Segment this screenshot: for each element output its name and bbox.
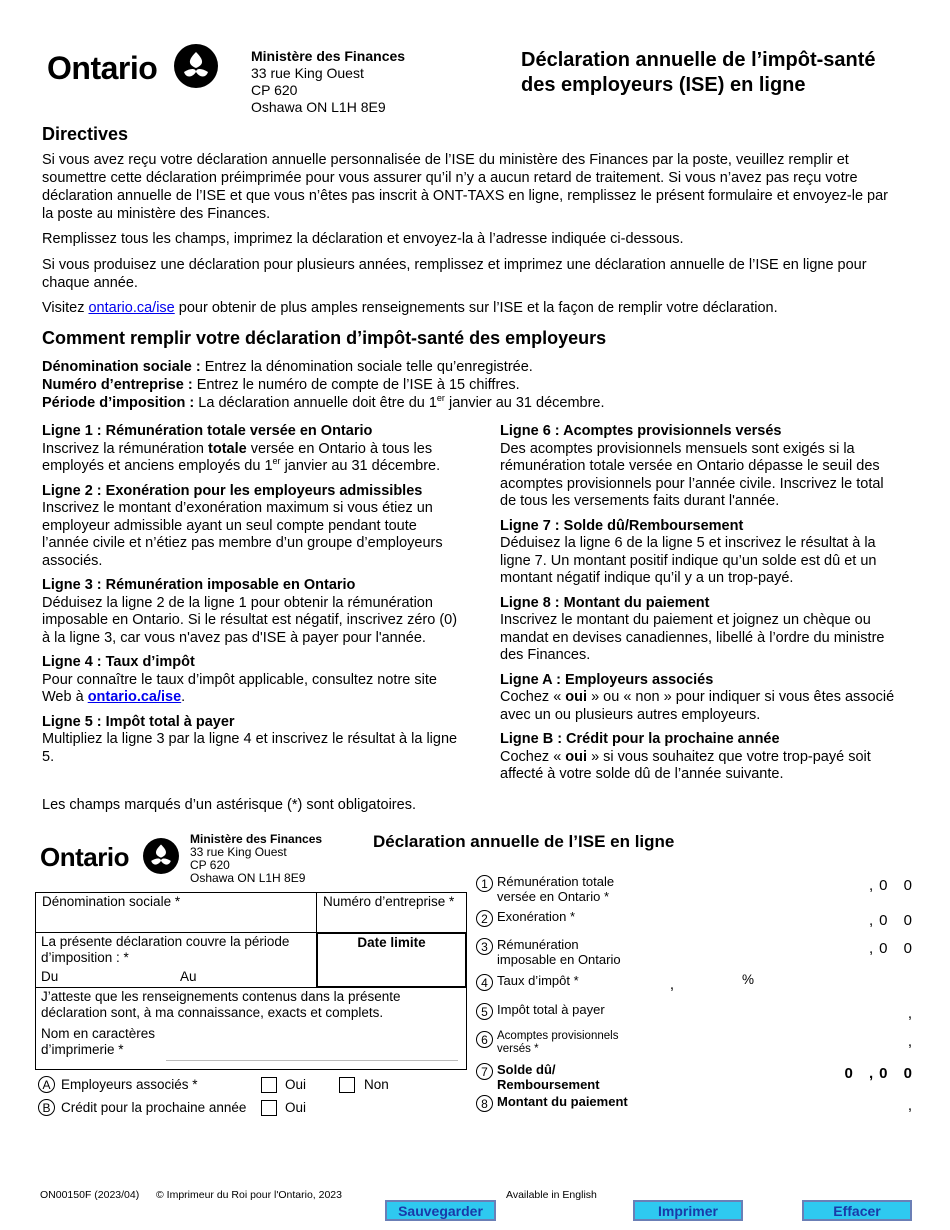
line-3-amount-field[interactable]: ,0 0 xyxy=(868,940,918,957)
line-4-amount-field[interactable]: , xyxy=(669,976,680,993)
text: Pour connaître le taux d’impôt applicable, consultez notre site Web à xyxy=(42,671,437,705)
superscript: er xyxy=(272,456,281,467)
howto-definitions xyxy=(42,358,902,412)
line-7-marker: 7 xyxy=(476,1063,493,1080)
text: . xyxy=(181,689,186,705)
business-number-field[interactable] xyxy=(316,892,467,933)
text: Cochez « xyxy=(500,689,566,705)
label: Numéro d’entreprise : xyxy=(42,377,193,393)
line-b-instruction xyxy=(500,731,900,784)
line-4-label: Taux d’impôt * xyxy=(497,973,579,988)
address-line-3: Oshawa ON L1H 8E9 xyxy=(190,871,306,885)
tax-rate-percent-sign: % xyxy=(742,972,755,987)
line-7-label: Solde dû/ Remboursement xyxy=(497,1062,600,1092)
page-title-line-1: Déclaration annuelle de l’impôt-santé xyxy=(521,49,876,71)
line-2-amount-field[interactable]: ,0 0 xyxy=(868,912,918,929)
label: Dénomination sociale * xyxy=(42,894,181,909)
line-8-label: Montant du paiement xyxy=(497,1094,628,1109)
line-a-label: Employeurs associés * xyxy=(61,1077,198,1092)
directives-paragraph-4 xyxy=(42,299,902,317)
line-5-label: Impôt total à payer xyxy=(497,1002,605,1017)
tax-period-field[interactable] xyxy=(35,932,317,988)
text: Inscrivez la rémunération xyxy=(42,440,209,457)
heading: Ligne 2 : Exonération pour les employeurs admissibles xyxy=(42,482,423,499)
from-label: Du xyxy=(41,969,59,984)
text: Cochez « xyxy=(500,748,566,765)
line-7-instruction xyxy=(500,518,900,588)
body: Déduisez la ligne 6 de la ligne 5 et inscrivez le résultat à la ligne 7. Un montant positif indique qu’un solde est dû et un montant négatif indique qu’il y a un trop-payé. xyxy=(500,535,877,586)
line-a-oui-checkbox[interactable] xyxy=(261,1077,277,1093)
body: Inscrivez le montant du paiement et joignez un chèque ou mandat en devises canadiennes, libellé à l’ordre du ministre des Finances. xyxy=(500,612,885,663)
line-6-marker: 6 xyxy=(476,1031,493,1048)
numero-definition xyxy=(42,376,902,394)
line-b-oui-checkbox[interactable] xyxy=(261,1100,277,1116)
text: pour obtenir de plus amples renseignements sur l’ISE et la façon de remplir votre déclaration. xyxy=(174,300,778,316)
form-ontario-logo: Ontario xyxy=(40,842,129,872)
attestation-box xyxy=(35,987,467,1070)
label: La présente déclaration couvre la période d’imposition : * xyxy=(41,934,290,965)
text: » ou « non » pour indiquer si vous êtes associé avec un ou plusieurs autres employeurs. xyxy=(500,689,895,723)
oui-label: Oui xyxy=(285,1077,307,1092)
text: Visitez xyxy=(42,300,89,316)
howto-heading: Comment remplir votre déclaration d’impôt-santé des employeurs xyxy=(42,328,607,348)
save-button[interactable]: Sauvegarder xyxy=(385,1200,496,1221)
denom-definition xyxy=(42,358,902,376)
name-label: Nom en caractères d’imprimerie * xyxy=(41,1026,156,1057)
line-2-instruction xyxy=(42,483,460,571)
line-8-marker: 8 xyxy=(476,1095,493,1112)
instructions-left-column xyxy=(42,423,460,773)
form-trillium-icon xyxy=(143,838,179,874)
line-4-instruction xyxy=(42,654,460,707)
body: Inscrivez le montant d’exonération maximum si vous étiez un employeur admissible ayant un seul compte pendant toute l’année civile et n’étiez pas membre d’un groupe d’employeurs associés. xyxy=(42,500,443,569)
heading: Ligne 8 : Montant du paiement xyxy=(500,594,710,611)
line-4-marker: 4 xyxy=(476,974,493,991)
line-b-label: Crédit pour la prochaine année xyxy=(61,1100,247,1115)
line-6-amount-field[interactable]: , xyxy=(907,1033,918,1050)
non-label: Non xyxy=(364,1077,389,1092)
label: Période d’imposition : xyxy=(42,395,195,411)
ontario-logo: Ontario xyxy=(47,50,158,86)
required-fields-note: Les champs marqués d’un astérisque (*) sont obligatoires. xyxy=(42,797,416,813)
line-1-amount-field[interactable]: ,0 0 xyxy=(868,877,918,894)
line-3-marker: 3 xyxy=(476,938,493,955)
line-5-amount-field[interactable]: , xyxy=(907,1005,918,1022)
heading: Ligne 1 : Rémunération totale versée en Ontario xyxy=(42,423,373,439)
line-1-marker: 1 xyxy=(476,875,493,892)
text-bold: oui xyxy=(565,689,588,705)
directives-heading: Directives xyxy=(42,124,129,144)
line-a-non-checkbox[interactable] xyxy=(339,1077,355,1093)
copyright: © Imprimeur du Roi pour l'Ontario, 2023 xyxy=(156,1189,342,1201)
line-5-instruction xyxy=(42,714,460,767)
label: Date limite xyxy=(357,935,426,950)
heading: Ligne 4 : Taux d’impôt xyxy=(42,654,195,670)
body xyxy=(42,672,460,707)
address-line-1: 33 rue King Ouest xyxy=(251,65,364,81)
ontario-ise-link-2[interactable]: ontario.ca/ise xyxy=(87,689,182,705)
text-bold: totale xyxy=(208,440,247,457)
heading: Ligne 3 : Rémunération imposable en Ontario xyxy=(42,577,356,593)
line-a-marker: A xyxy=(38,1076,55,1093)
line-b-marker: B xyxy=(38,1099,55,1116)
line-8-instruction xyxy=(500,595,900,665)
available-in-english: Available in English xyxy=(506,1189,597,1201)
text-bold: oui xyxy=(565,748,588,765)
directives-paragraph-2: Remplissez tous les champs, imprimez la déclaration et envoyez-la à l’adresse indiquée ci-dessous. xyxy=(42,231,684,247)
denomination-field[interactable] xyxy=(35,892,317,933)
body xyxy=(500,689,900,724)
ministry-name: Ministère des Finances xyxy=(190,832,323,846)
ontario-ise-link[interactable]: ontario.ca/ise xyxy=(88,300,175,316)
ministry-address xyxy=(251,48,405,116)
body: Des acomptes provisionnels mensuels sont exigés si la rémunération totale versée en Ontario dépasse le seuil des acomptes provisionnels pour l’année civile. Inscrivez le total de tous les versements faits durant l'année. xyxy=(500,440,884,509)
page-title-line-2: des employeurs (ISE) en ligne xyxy=(521,74,806,96)
trillium-icon xyxy=(174,44,218,88)
line-8-amount-field[interactable]: , xyxy=(907,1097,918,1114)
print-button[interactable]: Imprimer xyxy=(633,1200,743,1221)
address-line-2: CP 620 xyxy=(190,858,230,872)
form-ministry-address xyxy=(190,833,322,885)
oui-label: Oui xyxy=(285,1100,307,1115)
text: La déclaration annuelle doit être du 1 xyxy=(194,395,437,411)
text: Entrez la dénomination sociale telle qu’enregistrée. xyxy=(200,359,533,375)
line-3-instruction xyxy=(42,577,460,647)
line-7-amount-field[interactable]: 0 ,0 0 xyxy=(844,1065,918,1082)
line-1-instruction xyxy=(42,423,460,476)
periode-definition xyxy=(42,394,902,412)
text: » si vous souhaitez que votre trop-payé soit affecté à votre solde dû de l’année suivante. xyxy=(500,748,871,782)
text: Entrez le numéro de compte de l’ISE à 15 chiffres. xyxy=(192,377,520,393)
line-6-label: Acomptes provisionnels versés * xyxy=(497,1030,619,1055)
line-5-marker: 5 xyxy=(476,1003,493,1020)
address-line-2: CP 620 xyxy=(251,82,298,98)
form-code: ON00150F (2023/04) xyxy=(40,1189,140,1201)
line-2-label: Exonération * xyxy=(497,909,576,924)
directives-paragraph-1: Si vous avez reçu votre déclaration annuelle personnalisée de l’ISE du ministère des Finances par la poste, veuillez remplir et soumettre cette déclaration préimprimée pour vous assurer qu’il n’y a aucun retard de traitement. Si vous n’avez pas reçu votre déclaration annuelle de l’ISE et que vous n’êtes pas inscrit à ONT-TAXS en ligne, remplissez le présent formulaire et envoyez-le par la poste au ministère des Finances. xyxy=(42,152,888,222)
heading: Ligne 6 : Acomptes provisionnels versés xyxy=(500,423,782,439)
form-title: Déclaration annuelle de l’ISE en ligne xyxy=(373,832,675,851)
page-title xyxy=(521,48,876,98)
label: Dénomination sociale : xyxy=(42,359,201,375)
attestation-text: J’atteste que les renseignements contenus dans la présente déclaration sont, à ma connaissance, exacts et complets. xyxy=(41,989,401,1020)
deadline-field[interactable] xyxy=(316,932,467,988)
line-3-label: Rémunération imposable en Ontario xyxy=(497,937,621,967)
directives-paragraph-3: Si vous produisez une déclaration pour plusieurs années, remplissez et imprimez une déclaration annuelle de l’ISE en ligne pour chaque année. xyxy=(42,257,867,291)
address-line-1: 33 rue King Ouest xyxy=(190,845,287,859)
name-input-line[interactable] xyxy=(166,1060,458,1061)
text: versée en Ontario à tous les employés et anciens employés du 1 xyxy=(42,440,433,474)
heading: Ligne 5 : Impôt total à payer xyxy=(42,713,235,730)
line-1-label: Rémunération totale versée en Ontario * xyxy=(497,874,615,904)
body xyxy=(42,441,460,476)
to-label: Au xyxy=(180,969,197,984)
heading: Ligne 7 : Solde dû/Remboursement xyxy=(500,517,744,534)
superscript: er xyxy=(436,393,445,404)
ministry-name: Ministère des Finances xyxy=(251,48,406,64)
heading: Ligne A : Employeurs associés xyxy=(500,671,714,688)
line-2-marker: 2 xyxy=(476,910,493,927)
body: Multipliez la ligne 3 par la ligne 4 et inscrivez le résultat à la ligne 5. xyxy=(42,731,458,765)
line-a-instruction xyxy=(500,672,900,725)
heading: Ligne B : Crédit pour la prochaine année xyxy=(500,731,780,747)
label: Numéro d’entreprise * xyxy=(323,894,455,909)
address-line-3: Oshawa ON L1H 8E9 xyxy=(251,99,386,115)
clear-button[interactable]: Effacer xyxy=(802,1200,912,1221)
text: janvier au 31 décembre. xyxy=(280,458,441,474)
instructions-right-column xyxy=(500,423,900,791)
text: janvier au 31 décembre. xyxy=(444,395,605,411)
body: Déduisez la ligne 2 de la ligne 1 pour obtenir la rémunération imposable en Ontario. Si le résultat est négatif, inscrivez zéro (0) à la ligne 3, car vous n'avez pas d'ISE à payer pour l'année. xyxy=(42,594,458,646)
body xyxy=(500,749,900,784)
line-6-instruction xyxy=(500,423,900,511)
